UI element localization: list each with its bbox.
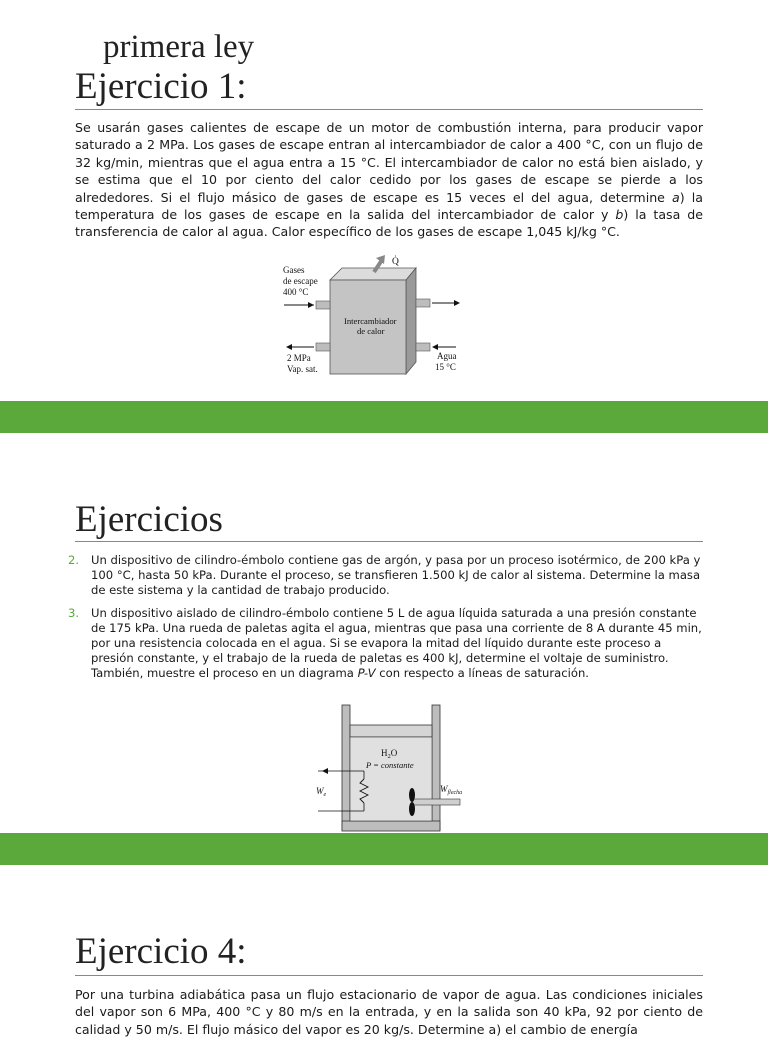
title-divider [75, 109, 703, 110]
gas-label: Gases [283, 265, 305, 275]
slide-heading: primera ley [103, 29, 255, 65]
exercise-list [68, 553, 704, 687]
heat-rate-label: Q̇ [392, 257, 399, 267]
h2o-label: $H_2O$ [381, 748, 398, 760]
water-inlet-arrow [432, 344, 456, 350]
exchanger-label: Intercambiador [344, 316, 397, 326]
list-item: 3. Un dispositivo aislado de cilindro-émbolo contiene 5 L de agua líquida saturada a una presión constante de 175 kPa. Una rueda de paletas agita el agua, mientras que pasa una corriente de 8 A durante 45 min, por una resistencia colocada en el agua. Si se evapora la mitad del líquido durante este proceso a presión constante, y el trabajo de la rueda de paletas es 400 kJ, determine el voltaje de suministro. También, muestre el proceso en un diagrama P-V con respecto a líneas de saturación. [68, 606, 702, 680]
slide-title: Ejercicio 4: [75, 931, 247, 972]
slide-title: Ejercicios [75, 499, 223, 540]
title-divider [75, 541, 703, 542]
list-item: 2. Un dispositivo de cilindro-émbolo contiene gas de argón, y pasa por un proceso isotérmico, de 200 kPa y 100 °C, hasta 50 kPa. Durante el proceso, se transfieren 1.500 kJ de calor al sistema. Determine la masa de este sistema y la cantidad de trabajo producido. [68, 553, 701, 597]
svg-text:Vap. sat.: Vap. sat. [287, 364, 318, 374]
slide-1 [0, 0, 768, 405]
gas-inlet-arrow [284, 302, 314, 308]
slide-separator-1 [0, 401, 768, 433]
heat-exchanger-figure [270, 252, 470, 382]
slide-2 [0, 433, 768, 833]
title-divider [75, 975, 703, 976]
steam-outlet-arrow [286, 344, 314, 350]
water-inlet-label: Agua [437, 351, 457, 361]
exercise-1-text: Se usarán gases calientes de escape de un motor de combustión interna, para producir vapor saturado a 2 MPa. Los gases de escape entran al intercambiador de calor a 400 °C, con un flujo de 32 kg/min, mientras que el agua entra a 15 °C. El intercambiador de calor no está bien aislado, y se estima que el 10 por ciento del calor cedido por los gases de escape se pierde a los alrededores. Si el flujo másico de gases de escape es 15 veces el del agua, determine a) la temperatura de los gases de escape en la salida del intercambiador de calor y b) la tasa de transferencia de calor al agua. Calor específico de los gases de escape 1,045 kJ/kg °C. [75, 120, 703, 240]
exercise-4-text: Por una turbina adiabática pasa un flujo estacionario de vapor de agua. Las condiciones iniciales del vapor son 6 MPa, 400 °C y 80 m/s en la entrada, y en la salida son 40 kPa, 92 por ciento de calidad y 50 m/s. El flujo másico del vapor es 20 kg/s. Determine a) el cambio de energía [75, 987, 703, 1037]
electrical-work-label: $W_e$ [316, 786, 327, 798]
slide-separator-2 [0, 833, 768, 865]
steam-outlet-label: 2 MPa [287, 353, 311, 363]
slide-3 [0, 865, 768, 1037]
piston-cylinder-figure [308, 703, 473, 833]
svg-text:de escape: de escape [283, 276, 318, 286]
slide-title: Ejercicio 1: [75, 66, 247, 107]
svg-text:400 °C: 400 °C [283, 287, 309, 297]
svg-text:15 °C: 15 °C [435, 362, 456, 372]
svg-text:de calor: de calor [357, 326, 385, 336]
pressure-label: P = constante [366, 760, 414, 770]
shaft-work-label: $W_{flecha}$ [440, 784, 463, 796]
gas-outlet-arrow [432, 300, 460, 306]
